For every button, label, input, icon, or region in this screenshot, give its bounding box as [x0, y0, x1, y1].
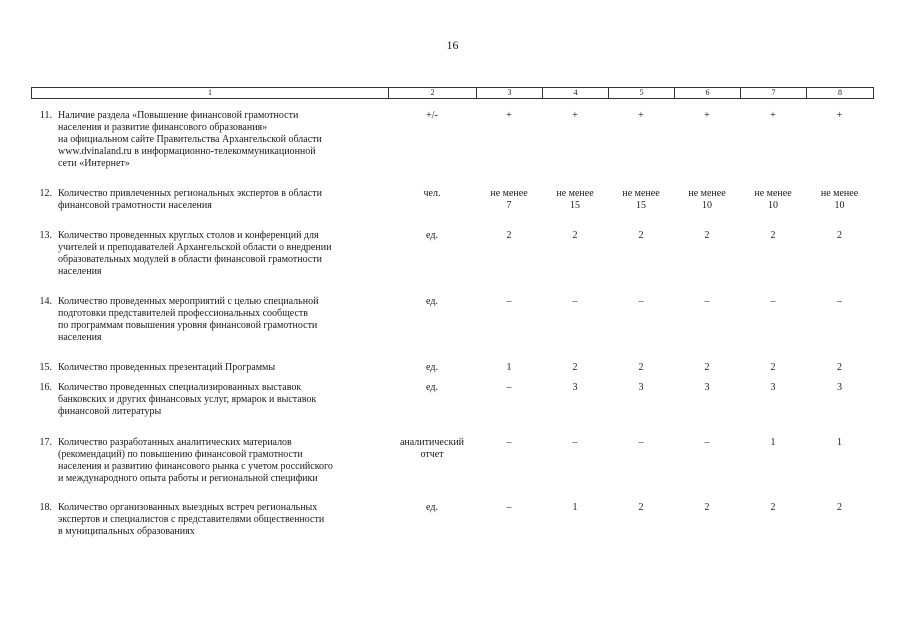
- value-year-6: +: [836, 110, 843, 121]
- value-year-4: 2: [704, 362, 710, 373]
- value-year-1: 2: [506, 230, 512, 241]
- table-row: [31, 212, 873, 278]
- value-year-2: –: [572, 437, 578, 448]
- value-year-3: 2: [638, 502, 644, 513]
- value-year-3: –: [638, 296, 644, 307]
- indicators-table: [31, 108, 873, 538]
- column-number-header: [31, 87, 874, 99]
- value-year-3: +: [638, 110, 644, 121]
- value-year-1: –: [506, 502, 512, 513]
- value-year-1: –: [506, 382, 512, 393]
- value-year-4: 2: [704, 502, 710, 513]
- value-year-4: +: [704, 110, 710, 121]
- unit-of-measure: ед.: [426, 362, 438, 373]
- value-year-5: не менее 10: [754, 188, 792, 211]
- value-year-1: –: [506, 437, 512, 448]
- table-row: [31, 170, 873, 212]
- value-year-2: не менее 15: [556, 188, 594, 211]
- table-row: [31, 278, 873, 344]
- value-year-5: –: [770, 296, 776, 307]
- indicator-name: Количество организованных выездных встреч региональных экспертов и специалистов с представителями общественности в муниципальных образованиях: [58, 502, 325, 537]
- value-year-5: 2: [770, 502, 776, 513]
- table-row: [31, 374, 873, 418]
- header-col-6: 6: [675, 88, 741, 99]
- value-year-2: 1: [572, 502, 578, 513]
- unit-of-measure: аналитический отчет: [399, 437, 465, 460]
- value-year-3: не менее 15: [622, 188, 660, 211]
- value-year-2: +: [572, 110, 578, 121]
- value-year-6: 2: [837, 502, 842, 513]
- value-year-6: 2: [837, 230, 842, 241]
- table-row: [31, 344, 873, 374]
- value-year-2: 2: [572, 362, 578, 373]
- value-year-2: 2: [572, 230, 578, 241]
- value-year-4: 3: [704, 382, 710, 393]
- indicator-name: Количество проведенных презентаций Программы: [58, 362, 276, 373]
- value-year-1: не менее 7: [490, 188, 528, 211]
- value-year-2: 3: [572, 382, 578, 393]
- value-year-1: –: [506, 296, 512, 307]
- row-number: 12.: [39, 188, 52, 199]
- row-number: 11.: [39, 110, 52, 121]
- page-number: 16: [446, 38, 459, 52]
- header-col-8: 8: [807, 88, 874, 99]
- value-year-5: 1: [770, 437, 776, 448]
- header-col-5: 5: [609, 88, 675, 99]
- unit-of-measure: +/-: [426, 110, 438, 121]
- unit-of-measure: чел.: [423, 188, 441, 199]
- indicator-name: Количество проведенных специализированных выставок банковских и других финансовых услуг, ярмарок и выставок финансовой литературы: [58, 382, 317, 417]
- value-year-5: +: [770, 110, 776, 121]
- value-year-3: 3: [638, 382, 644, 393]
- table-row: [31, 485, 873, 538]
- value-year-1: +: [506, 110, 512, 121]
- value-year-5: 2: [770, 230, 776, 241]
- indicator-name: Количество привлеченных региональных экспертов в области финансовой грамотности населения: [58, 188, 322, 211]
- value-year-3: 2: [638, 362, 644, 373]
- indicator-name: Наличие раздела «Повышение финансовой грамотности населения и развитие финансового образования» на официальном сайте Правительства Архангельской области www.dvinaland.ru в информационно-телекоммуникационной сети «Интернет»: [58, 110, 322, 169]
- value-year-5: 3: [770, 382, 776, 393]
- value-year-3: 2: [638, 230, 644, 241]
- row-number: 18.: [39, 502, 52, 513]
- header-col-3: 3: [477, 88, 543, 99]
- value-year-6: 3: [837, 382, 842, 393]
- indicator-name: Количество проведенных круглых столов и конференций для учителей и преподавателей Архангельской области о внедрении образовательных модулей в области финансовой грамотности населения: [58, 230, 332, 277]
- value-year-1: 1: [506, 362, 512, 373]
- header-col-4: 4: [543, 88, 609, 99]
- value-year-3: –: [638, 437, 644, 448]
- value-year-6: –: [837, 296, 842, 307]
- table-row: [31, 108, 873, 170]
- unit-of-measure: ед.: [426, 502, 438, 513]
- indicator-name: Количество разработанных аналитических материалов (рекомендаций) по повышению финансовой грамотности населения и развитию финансового рынка с учетом российского и международного опыта работы и региональной специфики: [58, 437, 333, 484]
- row-number: 17.: [39, 437, 52, 448]
- unit-of-measure: ед.: [426, 296, 438, 307]
- value-year-2: –: [572, 296, 578, 307]
- indicator-name: Количество проведенных мероприятий с целью специальной подготовки представителей профессиональных сообществ по программам повышения уровня финансовой грамотности населения: [58, 296, 319, 343]
- value-year-6: не менее 10: [820, 188, 859, 211]
- table-row: [31, 418, 873, 485]
- header-col-7: 7: [741, 88, 807, 99]
- value-year-6: 1: [837, 437, 842, 448]
- row-number: 13.: [39, 230, 52, 241]
- header-col-1: 1: [32, 88, 389, 99]
- value-year-4: не менее 10: [688, 188, 726, 211]
- row-number: 14.: [39, 296, 52, 307]
- value-year-4: –: [704, 296, 710, 307]
- unit-of-measure: ед.: [426, 382, 438, 393]
- value-year-5: 2: [770, 362, 776, 373]
- value-year-4: 2: [704, 230, 710, 241]
- unit-of-measure: ед.: [426, 230, 438, 241]
- header-col-2: 2: [389, 88, 477, 99]
- row-number: 15.: [39, 362, 52, 373]
- value-year-6: 2: [837, 362, 842, 373]
- value-year-4: –: [704, 437, 710, 448]
- row-number: 16.: [39, 382, 52, 393]
